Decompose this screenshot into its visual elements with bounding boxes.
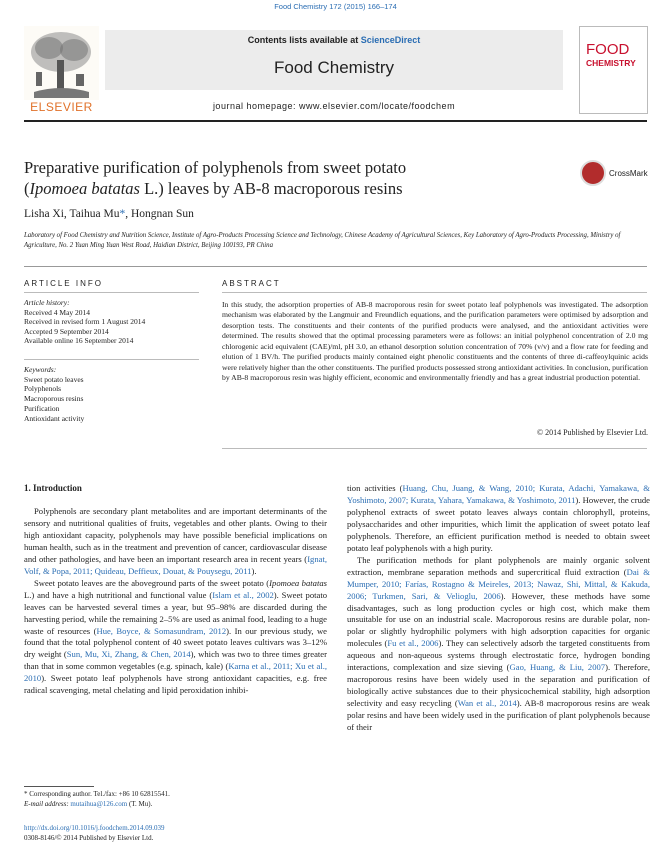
- history-received: Received 4 May 2014: [24, 307, 91, 317]
- issn-line: 0308-8146/© 2014 Published by Elsevier Ltd.: [24, 834, 154, 842]
- title-line-2: L.) leaves by AB-8 macroporous resins: [139, 179, 403, 198]
- article-info-heading: ARTICLE INFO: [24, 279, 103, 288]
- homepage-link[interactable]: www.elsevier.com/locate/foodchem: [299, 101, 456, 111]
- text-run: ). Therefore, macroporous resins have been widely used in the separation and purification of biologically active substances due to their physicochemical stability, high adsorption selectivity and easy recycling (: [347, 662, 650, 709]
- journal-homepage-line: [105, 101, 563, 111]
- species-name: Ipomoea batatas: [269, 577, 327, 588]
- citation-link[interactable]: Huang, Chu, Juang, & Wang, 2010; Kurata, Adachi, Yamakawa, & Yoshimoto, 2007; Kurata, Yahara, Yamakawa, & Yoshimoto, 2011: [347, 483, 650, 505]
- body-column-left: [24, 506, 327, 697]
- citation-link[interactable]: Wan et al., 2014: [457, 698, 517, 709]
- citation-link[interactable]: Islam et al., 2002: [212, 589, 274, 600]
- text-run: ). However, the crude polyphenol extracts of sweet potato leaves always contain chlorophyll, proteins, polysaccharides and other impurities, which limit the application of sweet potato leaf polyphenols. Therefore, an efficient purification method is needed to obtain sweet potato leaf polyphenols with a high purity.: [347, 494, 651, 553]
- intro-paragraph-3: [347, 555, 650, 734]
- sciencedirect-link[interactable]: ScienceDirect: [360, 35, 421, 45]
- corresponding-author-note: [24, 789, 327, 799]
- abstract-heading: ABSTRACT: [222, 279, 281, 288]
- history-heading: Article history:: [24, 298, 70, 307]
- article-info-rule: [24, 292, 199, 293]
- text-run: tion activities (: [347, 483, 403, 493]
- abstract-bottom-rule: [222, 448, 647, 449]
- author-list: [24, 208, 194, 220]
- text-run: Sweet potato leaves are the aboveground parts of the sweet potato (: [34, 577, 270, 588]
- journal-cover-thumbnail[interactable]: [579, 26, 648, 114]
- elsevier-tree-icon: [24, 26, 99, 100]
- text-run: The purification methods for plant polyphenols are mainly organic solvent extraction, membrane separation methods and supercritical fluid extraction (: [347, 554, 650, 577]
- article-title: [24, 157, 544, 199]
- keyword-item: Macroporous resins: [24, 394, 84, 404]
- contents-line: [105, 35, 563, 45]
- crossmark-icon: [580, 160, 606, 186]
- citation-link[interactable]: Fu et al., 2006: [387, 638, 439, 649]
- text-run: ). AB-8 macroporous resins are weak polar resins and have been widely used in the purification of plant polyphenols because of their: [347, 698, 650, 733]
- text-run: ).: [251, 565, 257, 576]
- footnote-text: Corresponding author. Tel./fax: +86 10 62815541.: [27, 790, 170, 798]
- author-mu: Taihua Mu: [69, 208, 120, 220]
- affiliation: Laboratory of Food Chemistry and Nutrition Science, Institute of Agro-Products Processing Science and Technology, Chinese Academy of Agricultural Sciences, Key Laboratory of Agro-Products Processing, Ministry of Agriculture, No. 2 Yuan Ming Yuan West Road, Haidian District, Beijing 100193, PR China: [24, 232, 621, 249]
- elsevier-wordmark: ELSEVIER: [30, 100, 93, 114]
- corresponding-author-marker[interactable]: *: [119, 208, 126, 220]
- title-species: Ipomoea batatas: [29, 179, 140, 198]
- doi-link[interactable]: http://dx.doi.org/10.1016/j.foodchem.2014.09.039: [24, 824, 165, 832]
- title-paren: (: [24, 179, 30, 198]
- doi-block: [24, 823, 164, 843]
- email-link[interactable]: mutaihua@126.com: [70, 800, 128, 808]
- keywords-heading: Keywords:: [24, 365, 57, 374]
- email-line: [24, 799, 327, 809]
- keyword-item: Polyphenols: [24, 384, 62, 394]
- body-column-right: [347, 483, 650, 734]
- keyword-item: Sweet potato leaves: [24, 374, 84, 384]
- title-divider: [24, 266, 647, 267]
- keyword-item: Purification: [24, 403, 60, 413]
- cover-title-chemistry: CHEMISTRY: [586, 58, 636, 68]
- keywords: [24, 365, 204, 423]
- footnote-rule: [24, 786, 94, 787]
- author-sun: , Hongnan Sun: [125, 208, 194, 220]
- crossmark-label: CrossMark: [609, 168, 648, 178]
- abstract-copyright: © 2014 Published by Elsevier Ltd.: [537, 428, 648, 437]
- text-run: ). They can selectively adsorb the targeted constituents from aqueous and non-aqueous systems through electrostatic force, hydrogen bonding interactions, complexation and size sieving (: [347, 638, 650, 673]
- citation-link[interactable]: Sun, Mu, Xi, Zhang, & Chen, 2014: [66, 649, 191, 660]
- email-suffix: (T. Mu).: [127, 800, 153, 808]
- citation-link[interactable]: Karna et al., 2011; Xu et al., 2010: [24, 661, 327, 684]
- footnote-marker: *: [24, 790, 28, 798]
- intro-paragraph-2: [24, 578, 327, 698]
- intro-paragraph-1: [24, 506, 327, 578]
- citation-link[interactable]: Gao, Huang, & Liu, 2007: [509, 662, 606, 673]
- journal-reference[interactable]: Food Chemistry 172 (2015) 166–174: [274, 2, 397, 11]
- footnote: [24, 789, 327, 809]
- title-line-1: Preparative purification of polyphenols from sweet potato: [24, 158, 407, 177]
- citation-link[interactable]: Dai & Mumper, 2010; Farías, Rostagno & Meireles, 2013; Nawaz, Shi, Mittal, & Kakuda, 2006; Turkmen, Sari, & Velioglu, 2006: [347, 566, 650, 601]
- text-run: ). In our previous study, we found that the total polyphenol content of 40 sweet potato leaves cultivars was 3–12% dry weight (: [24, 625, 327, 660]
- elsevier-logo[interactable]: [24, 26, 99, 114]
- homepage-prefix: journal homepage:: [212, 101, 299, 111]
- text-run: ), which was two to three times greater than that in some common vegetables (e.g. spinach, kale) (: [24, 649, 327, 672]
- text-run: L.) and have a high nutritional and functional value (: [24, 589, 213, 600]
- history-revised: Received in revised form 1 August 2014: [24, 317, 146, 326]
- article-history: [24, 298, 204, 346]
- introduction-heading: 1. Introduction: [24, 483, 82, 493]
- keyword-item: Antioxidant activity: [24, 413, 85, 423]
- text-run: ). However, these methods have some disadvantages, such as long production cycles or high cost, which make them unsuitable for use on an industrial scale. Macroporous resins are durable polar, non-polar or slightly hydrophilic polymers with high adsorption capacities for organic molecules (: [347, 590, 650, 649]
- crossmark-badge[interactable]: [580, 160, 648, 186]
- email-label: E-mail address:: [24, 800, 71, 808]
- contents-prefix: Contents lists available at: [247, 35, 361, 45]
- cover-title-food: FOOD: [586, 41, 630, 58]
- abstract-text: In this study, the adsorption properties of AB-8 macroporous resin for sweet potato leaf polyphenols was investigated. The adsorption mechanism was elaborated by the Langmuir and Freundlich equations, and the purification parameters were optimised by adsorption and desorption tests. The constituents and their contents of the purified products were analysed, and the antioxidant activities were determined. The results showed that the optimal processing parameters were as follows: an initial polyphenol concentration of 2.0 mg chlorogenic acid equivalent (CAE)/ml, pH 3.0, an ethanol desorption solution concentration of 70% (v/v) and a flow rate for feeding and elution of 1 BV/h. The purified products mainly contained eight phenolic constituents and the contents of three di-caffeoylquinic acids were relatively higher than the other constituents. The purified products possessed strong antioxidant activities. In conclusion, purification by AB-8 macroporous resin was highly efficient, economic and environmentally friendly and has a great industrial production potential.: [222, 300, 648, 383]
- history-accepted: Accepted 9 September 2014: [24, 326, 109, 336]
- keywords-rule: [24, 359, 199, 360]
- text-run: Polyphenols are secondary plant metabolites and are important determinants of the sensory and nutritional qualities of fruits, vegetables and other plants. Owing to their high antioxidant capacity, polyphenols may have possible beneficial implications on human health, such as in the treatment and prevention of cancer, cardiovascular disease and other pathologies, and have been an important research area in recent years (: [24, 506, 327, 564]
- citation-link[interactable]: Ignat, Volf, & Popa, 2011; Quideau, Deffieux, Douat, & Pouysegu, 2011: [24, 553, 327, 576]
- intro-paragraph-2-cont: [347, 483, 650, 555]
- author-xi: Lisha Xi,: [24, 208, 70, 220]
- citation-link[interactable]: Hue, Boyce, & Somasundram, 2012: [96, 625, 227, 636]
- journal-name: Food Chemistry: [274, 58, 394, 77]
- abstract-rule: [222, 292, 647, 293]
- journal-header-box: [105, 30, 563, 90]
- text-run: ). Sweet potato leaf polyphenols have strong antioxidant capacities, e.g. free radical scavenging, metal chelating and lipid peroxidation inhibi-: [24, 673, 327, 696]
- header-divider: [24, 120, 647, 122]
- history-online: Available online 16 September 2014: [24, 336, 134, 345]
- text-run: ). Sweet potato leaves can be harvested several times a year, but 95–98% are discarded during the harvesting period, while the remaining 2–5% are used as animal food, leading to a huge waste of resources (: [24, 589, 328, 636]
